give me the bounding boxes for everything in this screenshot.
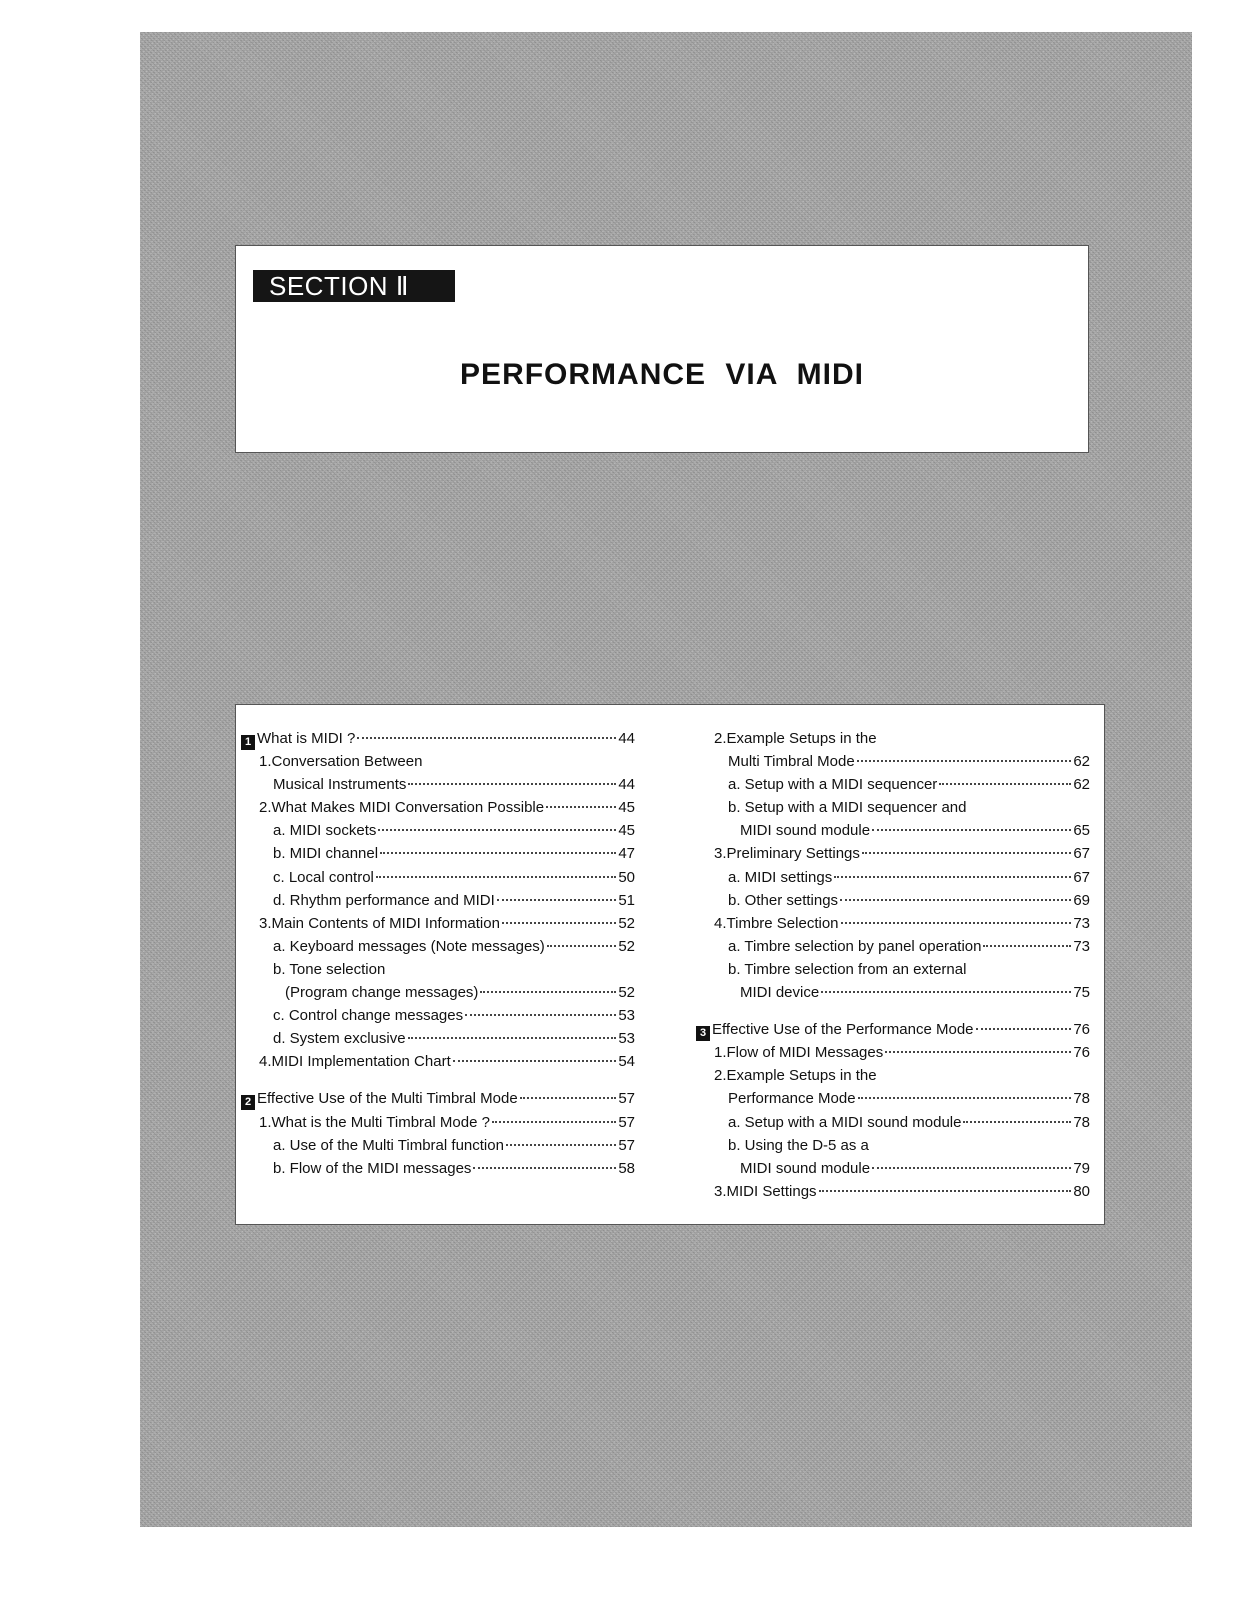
toc-entry-title: [740, 981, 819, 1004]
dot-leader: [357, 736, 616, 739]
toc-entry-text: b. Setup with a MIDI sequencer and: [728, 799, 967, 817]
toc-page-number: 78: [1073, 1113, 1090, 1131]
dot-leader: [453, 1059, 617, 1062]
toc-entry-title: [728, 1134, 869, 1157]
toc-page-number: 45: [618, 822, 635, 840]
toc-entry-title: [740, 1157, 870, 1180]
toc-entry[interactable]: [696, 912, 1090, 935]
dot-leader: [885, 1050, 1071, 1053]
toc-entry[interactable]: [241, 842, 635, 865]
dot-leader: [976, 1027, 1072, 1030]
dot-leader: [819, 1189, 1072, 1192]
chapter-number-badge: 3: [696, 1026, 710, 1041]
toc-page-number: 50: [618, 868, 635, 886]
toc-entry[interactable]: [696, 981, 1090, 1004]
page-title: PERFORMANCE VIA MIDI: [460, 358, 864, 391]
dot-leader: [520, 1096, 617, 1099]
toc-entry-title: [273, 1134, 504, 1157]
toc-page-number: 76: [1073, 1021, 1090, 1039]
toc-entry[interactable]: [696, 1157, 1090, 1180]
toc-entry-text: (Program change messages): [285, 984, 479, 1002]
toc-entry-title: [273, 819, 376, 842]
toc-page-number: 67: [1073, 868, 1090, 886]
toc-entry-title: [696, 1018, 974, 1041]
toc-entry[interactable]: [696, 727, 1090, 750]
toc-entry[interactable]: [696, 889, 1090, 912]
toc-entry-text: d. System exclusive: [273, 1030, 406, 1048]
toc-entry[interactable]: [241, 727, 635, 750]
toc-entry-title: [273, 889, 495, 912]
toc-entry-title: [273, 1157, 471, 1180]
toc-page-number: 73: [1073, 937, 1090, 955]
toc-entry-title: [285, 981, 478, 1004]
toc-entry[interactable]: [696, 842, 1090, 865]
dot-leader: [378, 828, 616, 831]
toc-entry[interactable]: [696, 1111, 1090, 1134]
dot-leader: [502, 921, 616, 924]
toc-gap: [241, 1073, 635, 1087]
toc-page-number: 62: [1073, 753, 1090, 771]
dot-leader: [547, 944, 617, 947]
toc-page-number: 76: [1073, 1044, 1090, 1062]
toc-entry-text: a. Use of the Multi Timbral function: [273, 1136, 504, 1154]
dot-leader: [821, 990, 1071, 993]
toc-entry-text: 4.Timbre Selection: [714, 914, 839, 932]
toc-entry-title: [259, 1111, 490, 1134]
dot-leader: [497, 898, 617, 901]
toc-page-number: 44: [618, 776, 635, 794]
toc-entry-title: [728, 889, 838, 912]
chapter-number-badge: 2: [241, 1095, 255, 1110]
toc-entry-title: [728, 935, 981, 958]
toc-entry[interactable]: [696, 819, 1090, 842]
toc-entry-text: 1.Flow of MIDI Messages: [714, 1044, 884, 1062]
toc-page-number: 52: [618, 914, 635, 932]
toc-entry-text: a. Timbre selection by panel operation: [728, 937, 982, 955]
toc-entry-title: [273, 1004, 463, 1027]
toc-right-column: [696, 727, 1090, 1203]
toc-entry-text: 2.Example Setups in the: [714, 1067, 877, 1085]
toc-entry-title: [728, 1087, 856, 1110]
toc-page-number: 51: [618, 891, 635, 909]
toc-entry-title: [728, 796, 966, 819]
toc-entry-text: b. Using the D-5 as a: [728, 1136, 869, 1154]
toc-entry-text: c. Control change messages: [273, 1007, 464, 1025]
toc-entry[interactable]: [241, 796, 635, 819]
toc-entry-text: b. Timbre selection from an external: [728, 960, 967, 978]
toc-entry-text: 1.What is the Multi Timbral Mode ?: [259, 1113, 490, 1131]
table-of-contents: [235, 704, 1105, 1225]
toc-entry[interactable]: [241, 750, 635, 773]
toc-page-number: 73: [1073, 914, 1090, 932]
toc-entry[interactable]: [241, 889, 635, 912]
toc-entry-title: [714, 1064, 877, 1087]
toc-entry-title: [728, 866, 832, 889]
toc-entry[interactable]: [696, 866, 1090, 889]
toc-entry-text: MIDI sound module: [740, 822, 871, 840]
toc-entry[interactable]: [696, 1180, 1090, 1203]
toc-page-number: 78: [1073, 1090, 1090, 1108]
dot-leader: [872, 1166, 1071, 1169]
dot-leader: [939, 782, 1071, 785]
toc-entry[interactable]: [241, 981, 635, 1004]
dot-leader: [380, 851, 616, 854]
toc-entry-title: [273, 842, 378, 865]
dot-leader: [546, 805, 616, 808]
toc-entry-title: [714, 1180, 817, 1203]
toc-page-number: 79: [1073, 1159, 1090, 1177]
toc-entry[interactable]: [241, 1050, 635, 1073]
toc-entry-title: [740, 819, 870, 842]
toc-entry[interactable]: [241, 912, 635, 935]
toc-entry-text: Musical Instruments: [273, 776, 407, 794]
dot-leader: [858, 1096, 1072, 1099]
toc-entry-text: 2.What Makes MIDI Conversation Possible: [259, 799, 545, 817]
dot-leader: [408, 782, 616, 785]
chapter-number-badge: 1: [241, 735, 255, 750]
toc-entry[interactable]: [241, 958, 635, 981]
dot-leader: [473, 1166, 616, 1169]
toc-entry-title: [273, 935, 545, 958]
toc-entry-text: 2.Example Setups in the: [714, 730, 877, 747]
toc-entry[interactable]: [241, 819, 635, 842]
toc-entry-title: [273, 773, 406, 796]
toc-entry-title: [728, 750, 855, 773]
dot-leader: [408, 1036, 617, 1039]
toc-entry-text: What is MIDI ?: [257, 730, 356, 747]
toc-entry-text: MIDI device: [740, 984, 820, 1002]
toc-entry-title: [241, 1087, 518, 1110]
toc-entry-text: a. Keyboard messages (Note messages): [273, 937, 545, 955]
toc-entry-text: b. Tone selection: [273, 960, 386, 978]
dot-leader: [841, 921, 1072, 924]
toc-entry[interactable]: [696, 1134, 1090, 1157]
toc-entry-text: Effective Use of the Multi Timbral Mode: [257, 1090, 518, 1108]
dot-leader: [840, 898, 1071, 901]
toc-entry-title: [714, 1041, 883, 1064]
toc-entry-text: b. Flow of the MIDI messages: [273, 1159, 472, 1177]
toc-entry-text: b. Other settings: [728, 891, 839, 909]
toc-entry-title: [728, 958, 966, 981]
toc-entry[interactable]: [241, 935, 635, 958]
toc-entry[interactable]: [241, 1111, 635, 1134]
toc-entry[interactable]: [241, 1087, 635, 1110]
dot-leader: [465, 1013, 616, 1016]
toc-entry-title: [259, 1050, 451, 1073]
toc-page-number: 57: [618, 1090, 635, 1108]
toc-page-number: 47: [618, 845, 635, 863]
toc-page-number: 58: [618, 1159, 635, 1177]
toc-entry-text: 1.Conversation Between: [259, 753, 423, 771]
toc-page-number: 65: [1073, 822, 1090, 840]
toc-page-number: 67: [1073, 845, 1090, 863]
toc-entry[interactable]: [241, 1004, 635, 1027]
toc-page-number: 45: [618, 799, 635, 817]
dot-leader: [862, 851, 1071, 854]
toc-entry-title: [273, 1027, 406, 1050]
toc-page-number: 53: [618, 1030, 635, 1048]
toc-entry-text: a. MIDI settings: [728, 868, 833, 886]
toc-page-number: 44: [618, 730, 635, 747]
toc-page-number: 57: [618, 1113, 635, 1131]
toc-entry-text: Multi Timbral Mode: [728, 753, 855, 771]
toc-entry-text: a. Setup with a MIDI sequencer: [728, 776, 938, 794]
toc-entry[interactable]: [241, 773, 635, 796]
toc-entry-text: d. Rhythm performance and MIDI: [273, 891, 495, 909]
toc-entry-title: [728, 773, 937, 796]
toc-page-number: 52: [618, 984, 635, 1002]
toc-entry[interactable]: [696, 1087, 1090, 1110]
toc-entry[interactable]: [696, 1041, 1090, 1064]
dot-leader: [376, 875, 616, 878]
toc-page-number: 62: [1073, 776, 1090, 794]
toc-entry-text: 3.MIDI Settings: [714, 1182, 817, 1200]
toc-page-number: 52: [618, 937, 635, 955]
toc-entry-text: a. MIDI sockets: [273, 822, 377, 840]
toc-entry[interactable]: [696, 958, 1090, 981]
toc-page-number: 80: [1073, 1182, 1090, 1200]
toc-page-number: 57: [618, 1136, 635, 1154]
section-label: SECTION Ⅱ: [253, 270, 455, 302]
toc-page-number: 69: [1073, 891, 1090, 909]
toc-entry-title: [714, 842, 860, 865]
dot-leader: [963, 1120, 1071, 1123]
toc-entry-text: 3.Main Contents of MIDI Information: [259, 914, 500, 932]
dot-leader: [480, 990, 616, 993]
toc-entry[interactable]: [241, 1157, 635, 1180]
toc-entry-text: b. MIDI channel: [273, 845, 379, 863]
toc-page-number: 54: [618, 1053, 635, 1071]
dot-leader: [857, 759, 1072, 762]
toc-entry-title: [714, 912, 839, 935]
toc-entry-title: [259, 912, 500, 935]
dot-leader: [492, 1120, 616, 1123]
toc-entry[interactable]: [696, 773, 1090, 796]
toc-page-number: 53: [618, 1007, 635, 1025]
toc-entry[interactable]: [241, 1027, 635, 1050]
toc-entry-text: Effective Use of the Performance Mode: [712, 1021, 974, 1039]
dot-leader: [506, 1143, 616, 1146]
toc-entry-title: [273, 958, 385, 981]
toc-entry[interactable]: [696, 1064, 1090, 1087]
toc-entry-title: [259, 750, 422, 773]
toc-entry-text: a. Setup with a MIDI sound module: [728, 1113, 962, 1131]
toc-entry[interactable]: [696, 1018, 1090, 1041]
toc-entry-title: [259, 796, 544, 819]
toc-entry-title: [273, 866, 374, 889]
toc-entry[interactable]: [696, 935, 1090, 958]
toc-entry-title: [241, 727, 355, 750]
toc-entry-text: Performance Mode: [728, 1090, 856, 1108]
toc-entry-title: [728, 1111, 961, 1134]
toc-entry[interactable]: [696, 796, 1090, 819]
toc-left-column: [241, 727, 635, 1180]
dot-leader: [983, 944, 1071, 947]
toc-gap: [696, 1004, 1090, 1018]
toc-entry-text: 3.Preliminary Settings: [714, 845, 860, 863]
dot-leader: [834, 875, 1071, 878]
toc-page-number: 75: [1073, 984, 1090, 1002]
toc-entry-text: 4.MIDI Implementation Chart: [259, 1053, 451, 1071]
toc-entry-text: c. Local control: [273, 868, 374, 886]
toc-entry[interactable]: [241, 866, 635, 889]
toc-entry-title: [714, 727, 877, 750]
toc-entry[interactable]: [696, 750, 1090, 773]
toc-entry[interactable]: [241, 1134, 635, 1157]
section-title-box: [235, 245, 1089, 453]
toc-entry-text: MIDI sound module: [740, 1159, 871, 1177]
dot-leader: [872, 828, 1071, 831]
